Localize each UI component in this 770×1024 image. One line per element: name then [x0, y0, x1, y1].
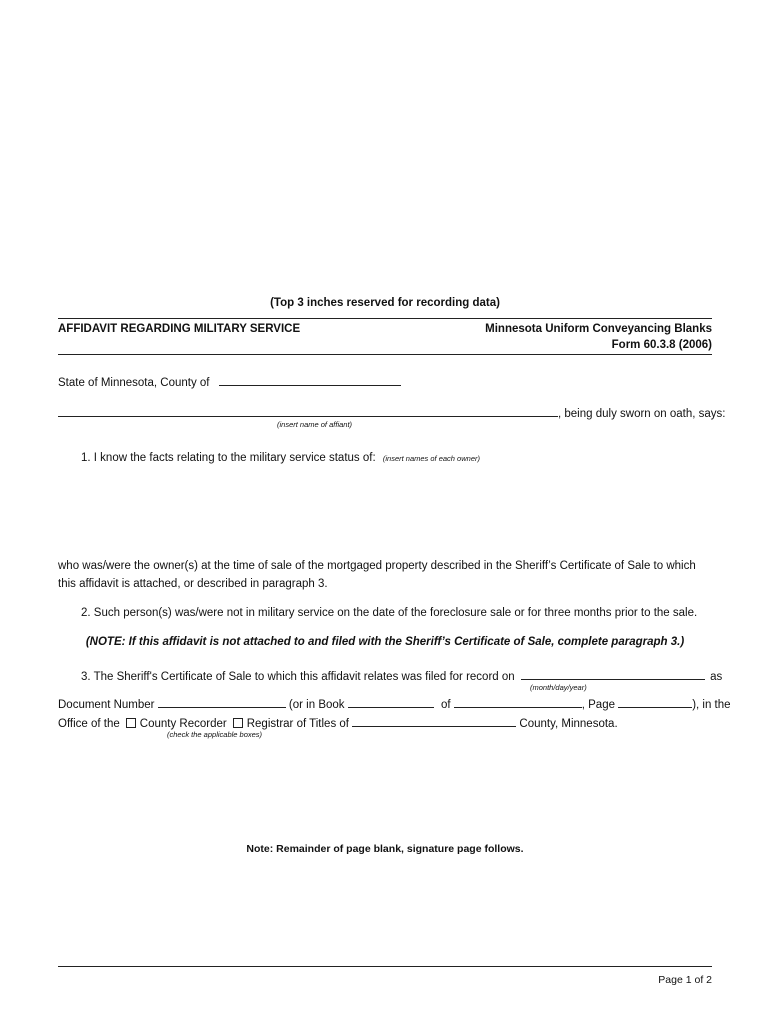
publisher-label: Minnesota Uniform Conveyancing Blanks [485, 323, 712, 335]
doc-number-field[interactable] [158, 695, 286, 708]
office-of-label: Office of the [58, 718, 120, 730]
item-2-text: 2. Such person(s) was/were not in military service on the date of the foreclosure sale or for three months prior to the sale. [81, 607, 698, 619]
footer-rule [58, 966, 712, 967]
owner-names-area[interactable] [58, 472, 712, 552]
page-field[interactable] [618, 695, 692, 708]
note-paragraph-3: (NOTE: If this affidavit is not attached to and filed with the Sheriff’s Certificate of Sale, complete paragraph 3.) [85, 636, 685, 648]
filed-date-field[interactable] [521, 667, 705, 680]
sworn-text: , being duly sworn on oath, says: [558, 408, 726, 420]
of-label: of [440, 699, 451, 711]
registrar-county-field[interactable] [352, 714, 516, 727]
header-top-rule [58, 318, 712, 319]
page-number: Page 1 of 2 [658, 974, 712, 986]
book-field[interactable] [348, 695, 434, 708]
in-the-label: ), in the [692, 699, 731, 711]
check-boxes-hint: (check the applicable boxes) [167, 730, 263, 739]
or-in-book-label: (or in Book [288, 699, 345, 711]
page-label: , Page [581, 699, 615, 711]
document-number-line [58, 695, 731, 711]
item-3-line [81, 667, 722, 683]
state-county-label: State of Minnesota, County of [58, 377, 210, 389]
header-bottom-rule [58, 354, 712, 355]
affiant-hint: (insert name of affiant) [277, 420, 353, 429]
affiant-line [58, 404, 726, 420]
item-1-text: 1. I know the facts relating to the military service status of: [81, 452, 376, 464]
owner-paragraph: who was/were the owner(s) at the time of sale of the mortgaged property described in the Sheriff’s Certificate of Sale to which this affidavit is attached, or described in paragraph 3. [58, 560, 696, 590]
county-recorder-label: County Recorder [139, 718, 227, 730]
county-recorder-checkbox[interactable] [126, 718, 136, 728]
remainder-note: Note: Remainder of page blank, signature page follows. [246, 843, 524, 855]
doc-number-label: Document Number [58, 699, 155, 711]
reserved-note: (Top 3 inches reserved for recording data) [270, 297, 500, 309]
office-line [58, 714, 618, 730]
form-number: Form 60.3.8 (2006) [611, 339, 712, 351]
book-of-field[interactable] [454, 695, 582, 708]
form-title: AFFIDAVIT REGARDING MILITARY SERVICE [58, 323, 301, 335]
item-3-text: 3. The Sheriff's Certificate of Sale to which this affidavit relates was filed for record on [81, 671, 515, 683]
registrar-label: Registrar of Titles of [246, 718, 349, 730]
item-1 [81, 452, 480, 464]
state-county-line [58, 373, 401, 389]
date-hint: (month/day/year) [530, 683, 587, 692]
county-field[interactable] [219, 373, 401, 386]
item-3-as: as [710, 671, 723, 683]
item-1-hint: (insert names of each owner) [382, 454, 480, 463]
county-minnesota-label: County, Minnesota. [519, 718, 618, 730]
affiant-name-field[interactable] [58, 404, 558, 417]
registrar-checkbox[interactable] [233, 718, 243, 728]
